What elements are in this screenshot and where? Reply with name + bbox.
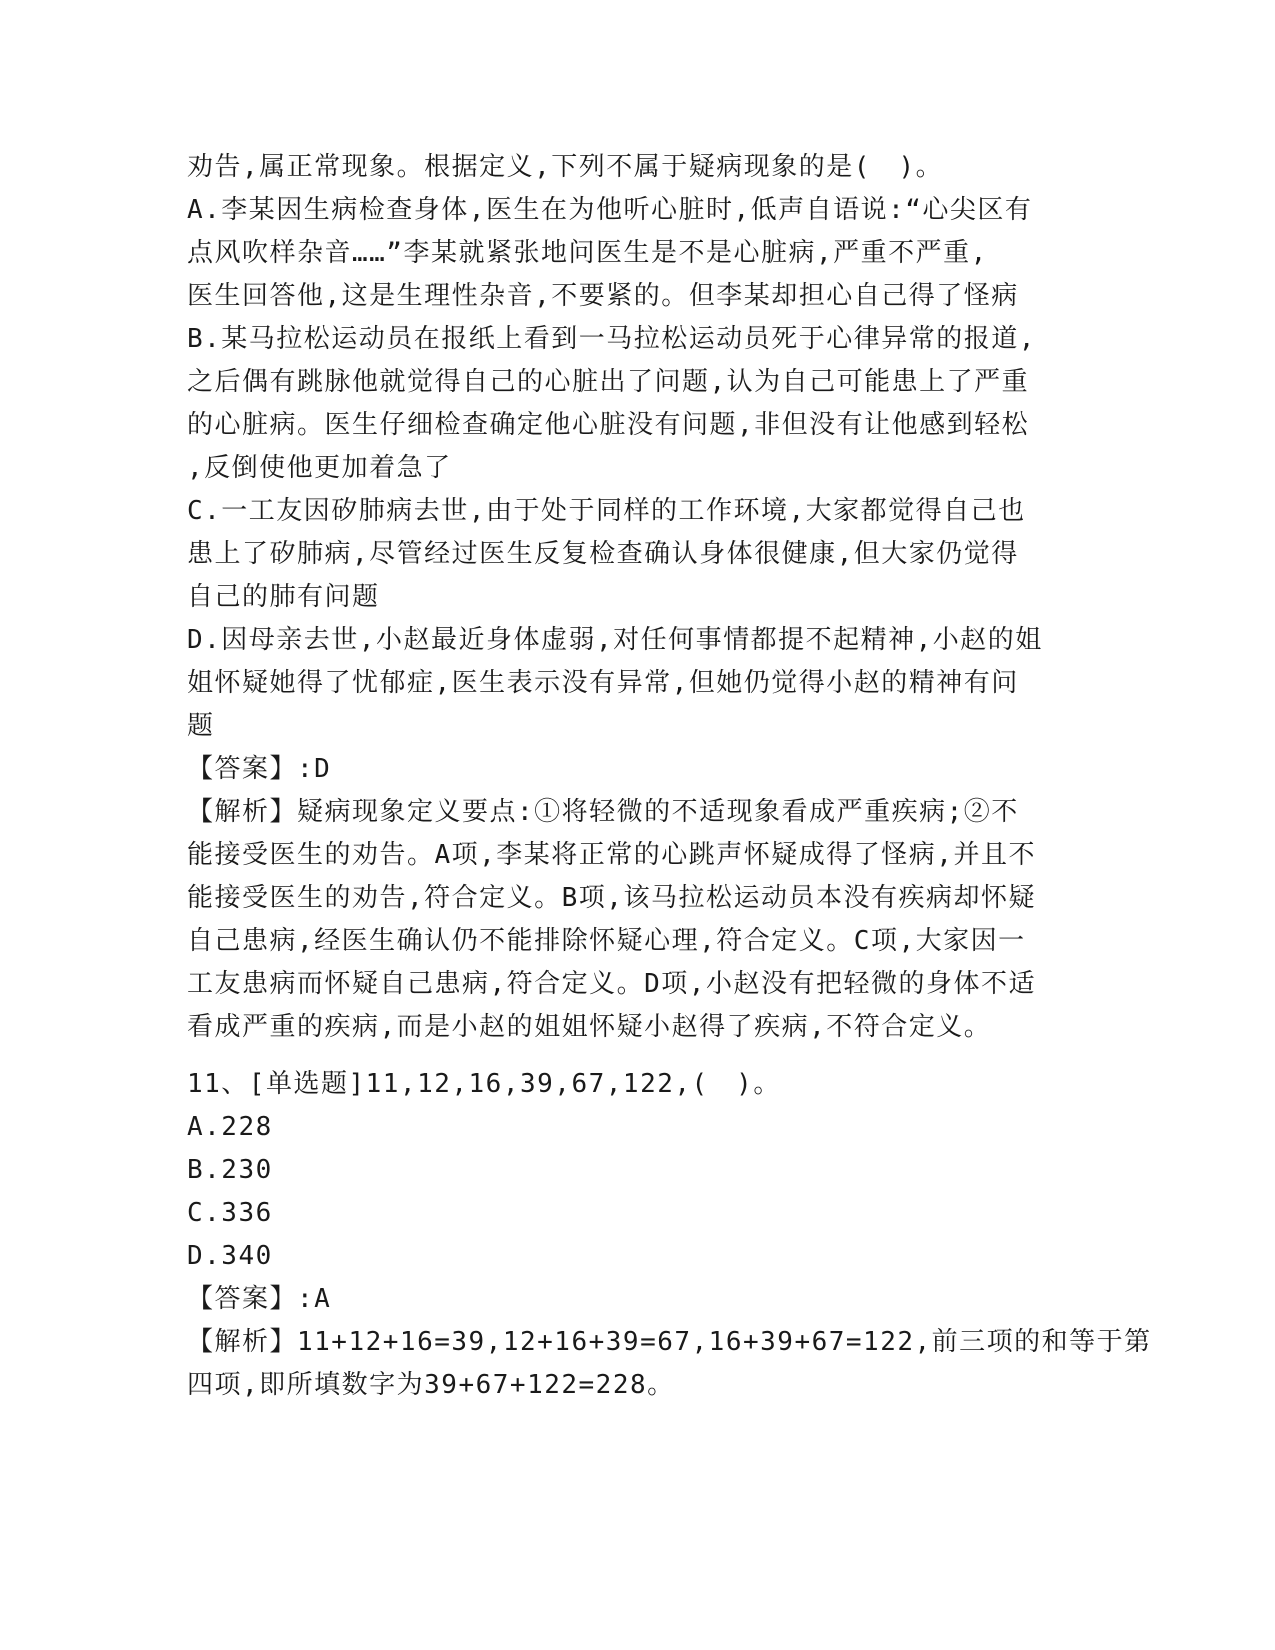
q11-option-b: B.230 — [187, 1155, 273, 1185]
q10-option-b-line-4: ,反倒使他更加着急了 — [187, 453, 452, 483]
q10-analysis-line-5: 工友患病而怀疑自己患病,符合定义。D项,小赵没有把轻微的身体不适 — [187, 969, 1036, 999]
q10-analysis-line-6: 看成严重的疾病,而是小赵的姐姐怀疑小赵得了疾病,不符合定义。 — [187, 1012, 992, 1042]
q10-analysis-line-4: 自己患病,经医生确认仍不能排除怀疑心理,符合定义。C项,大家因一 — [187, 926, 1026, 956]
question-separator — [187, 1049, 1087, 1063]
q10-option-a-line-2: 点风吹样杂音……”李某就紧张地问医生是不是心脏病,严重不严重, — [187, 238, 988, 268]
q11-analysis-line-2: 四项,即所填数字为39+67+122=228。 — [187, 1370, 675, 1400]
q10-option-b-line-2: 之后偶有跳脉他就觉得自己的心脏出了问题,认为自己可能患上了严重 — [187, 367, 1030, 397]
q10-analysis-line-3: 能接受医生的劝告,符合定义。B项,该马拉松运动员本没有疾病却怀疑 — [187, 883, 1036, 913]
q10-option-c-line-3: 自己的肺有问题 — [187, 582, 380, 612]
q11-analysis-line-1: 【解析】11+12+16=39,12+16+39=67,16+39+67=122,前三项的和等于第 — [187, 1327, 1152, 1357]
q10-analysis-line-1: 【解析】疑病现象定义要点:①将轻微的不适现象看成严重疾病;②不 — [187, 797, 1019, 827]
q10-option-d-line-3: 题 — [187, 711, 215, 741]
q11-answer: 【答案】:A — [187, 1284, 332, 1314]
q10-option-a-line-3: 医生回答他,这是生理性杂音,不要紧的。但李某却担心自己得了怪病 — [187, 281, 1019, 311]
q10-option-c-line-2: 患上了矽肺病,尽管经过医生反复检查确认身体很健康,但大家仍觉得 — [187, 539, 1019, 569]
q10-option-b-line-3: 的心脏病。医生仔细检查确定他心脏没有问题,非但没有让他感到轻松 — [187, 410, 1030, 440]
q11-option-d: D.340 — [187, 1241, 273, 1271]
q11-option-a: A.228 — [187, 1112, 273, 1142]
q10-option-c-line-1: C.一工友因矽肺病去世,由于处于同样的工作环境,大家都觉得自己也 — [187, 496, 1026, 526]
q11-option-c: C.336 — [187, 1198, 273, 1228]
q10-option-d-line-1: D.因母亲去世,小赵最近身体虚弱,对任何事情都提不起精神,小赵的姐 — [187, 625, 1043, 655]
q10-analysis-line-2: 能接受医生的劝告。A项,李某将正常的心跳声怀疑成得了怪病,并且不 — [187, 840, 1036, 870]
q10-answer: 【答案】:D — [187, 754, 332, 784]
q10-stem-tail: 劝告,属正常现象。根据定义,下列不属于疑病现象的是( )。 — [187, 152, 944, 182]
q11-stem: 11、[单选题]11,12,16,39,67,122,( )。 — [187, 1069, 781, 1099]
q10-option-b-line-1: B.某马拉松运动员在报纸上看到一马拉松运动员死于心律异常的报道, — [187, 324, 1036, 354]
document-content — [187, 146, 1152, 1407]
q10-option-d-line-2: 姐怀疑她得了忧郁症,医生表示没有异常,但她仍觉得小赵的精神有问 — [187, 668, 1019, 698]
q10-option-a-line-1: A.李某因生病检查身体,医生在为他听心脏时,低声自语说:“心尖区有 — [187, 195, 1033, 225]
